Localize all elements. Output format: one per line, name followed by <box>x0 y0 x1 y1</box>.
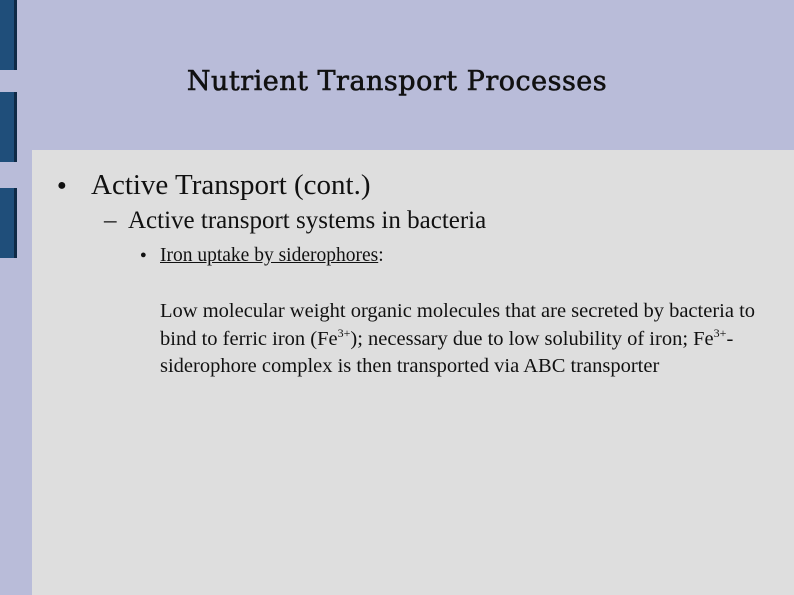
bullet-level2 <box>104 207 486 235</box>
paragraph-part3: - siderophore complex is then transported via ABC transporter <box>160 327 734 377</box>
bullet-level1-text: Active Transport (cont.) <box>91 169 371 201</box>
bullet-level3 <box>140 245 384 267</box>
accent-bar-segment <box>0 188 17 258</box>
bullet-dot-icon: ● <box>57 177 67 194</box>
paragraph-part2: ); necessary due to low solubility of iron; Fe <box>350 327 714 350</box>
bullet-level3-suffix: : <box>378 245 384 266</box>
slide-title: Nutrient Transport Processes <box>186 66 608 97</box>
paragraph-part1: Low molecular weight organic molecules that are secreted by bacteria to bind to ferric iron (Fe <box>160 300 756 350</box>
accent-bar-segment <box>0 0 17 70</box>
bullet-dot-icon: ● <box>140 249 147 261</box>
bullet-dash-icon: – <box>104 207 117 234</box>
superscript-charge: 3+ <box>337 325 351 340</box>
bullet-level1 <box>57 169 371 202</box>
body-paragraph <box>160 298 770 381</box>
superscript-charge: 3+ <box>713 325 727 340</box>
accent-bar-segment <box>0 92 17 162</box>
bullet-level3-text: Iron uptake by siderophores <box>160 245 379 266</box>
bullet-level2-text: Active transport systems in bacteria <box>128 207 487 234</box>
